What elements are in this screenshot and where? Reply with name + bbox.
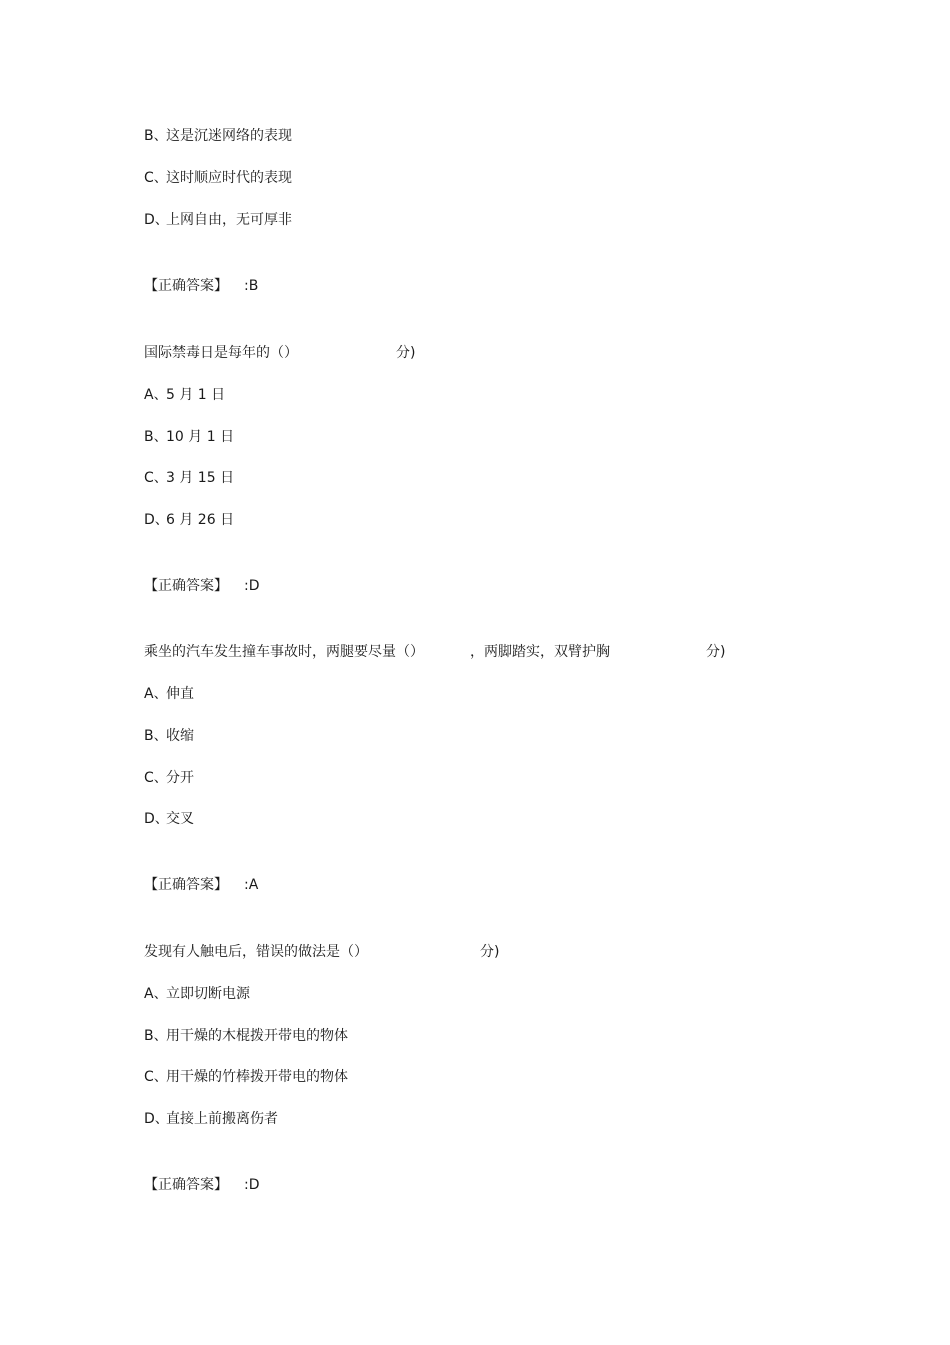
- answer-label: 【正确答案】: [144, 578, 228, 594]
- answer-value: :D: [244, 1177, 260, 1193]
- correct-answer: [144, 1176, 260, 1194]
- correct-answer: [144, 277, 258, 295]
- option-d: D、直接上前搬离伤者: [144, 1111, 278, 1127]
- answer-value: :A: [244, 877, 259, 893]
- answer-label: 【正确答案】: [144, 278, 228, 294]
- document-page: B、这是沉迷网络的表现 C、这时顺应时代的表现 D、上网自由，无可厚非 【正确答案】 :B 国际禁毒日是每年的（） 分) A、5 月 1 日 B、10 月 1 日 C、3 月 15 日 D、6 月 26 日 【正确答案】 :D 乘坐的汽车发生撞车事故时，两腿要尽量（） ，两脚踏实，双臂护胸 分) A、伸直 B、收缩 C、分开 D、交叉 【正确答案】 :A 发现有人触电后，错误的做法是（） 分) A、立即切断电源 B、用干燥的木棍拨开带电的物体 C、用干燥的竹棒拨开带电的物体 D、直接上前搬离伤者 【正确答案】 :D: [144, 128, 726, 1193]
- option-c: C、用干燥的竹棒拨开带电的物体: [144, 1069, 348, 1085]
- option-a: A、5 月 1 日: [144, 387, 226, 403]
- correct-answer: [144, 577, 260, 595]
- question-score: 分): [706, 644, 726, 660]
- option-d: D、上网自由，无可厚非: [144, 212, 292, 228]
- option-c: C、分开: [144, 770, 194, 786]
- correct-answer: [144, 876, 258, 894]
- option-c: C、这时顺应时代的表现: [144, 170, 292, 186]
- answer-value: :B: [244, 278, 259, 294]
- question-score: 分): [396, 345, 416, 361]
- answer-label: 【正确答案】: [144, 1177, 228, 1193]
- option-c: C、3 月 15 日: [144, 470, 235, 486]
- answer-label: 【正确答案】: [144, 877, 228, 893]
- option-d: D、6 月 26 日: [144, 512, 235, 528]
- option-a: A、立即切断电源: [144, 986, 250, 1002]
- option-b: B、这是沉迷网络的表现: [144, 128, 292, 144]
- option-b: B、收缩: [144, 728, 194, 744]
- option-a: A、伸直: [144, 686, 194, 702]
- option-b: B、用干燥的木棍拨开带电的物体: [144, 1028, 348, 1044]
- question-score: 分): [480, 944, 500, 960]
- answer-value: :D: [244, 578, 260, 594]
- option-b: B、10 月 1 日: [144, 429, 235, 445]
- option-d: D、交叉: [144, 811, 194, 827]
